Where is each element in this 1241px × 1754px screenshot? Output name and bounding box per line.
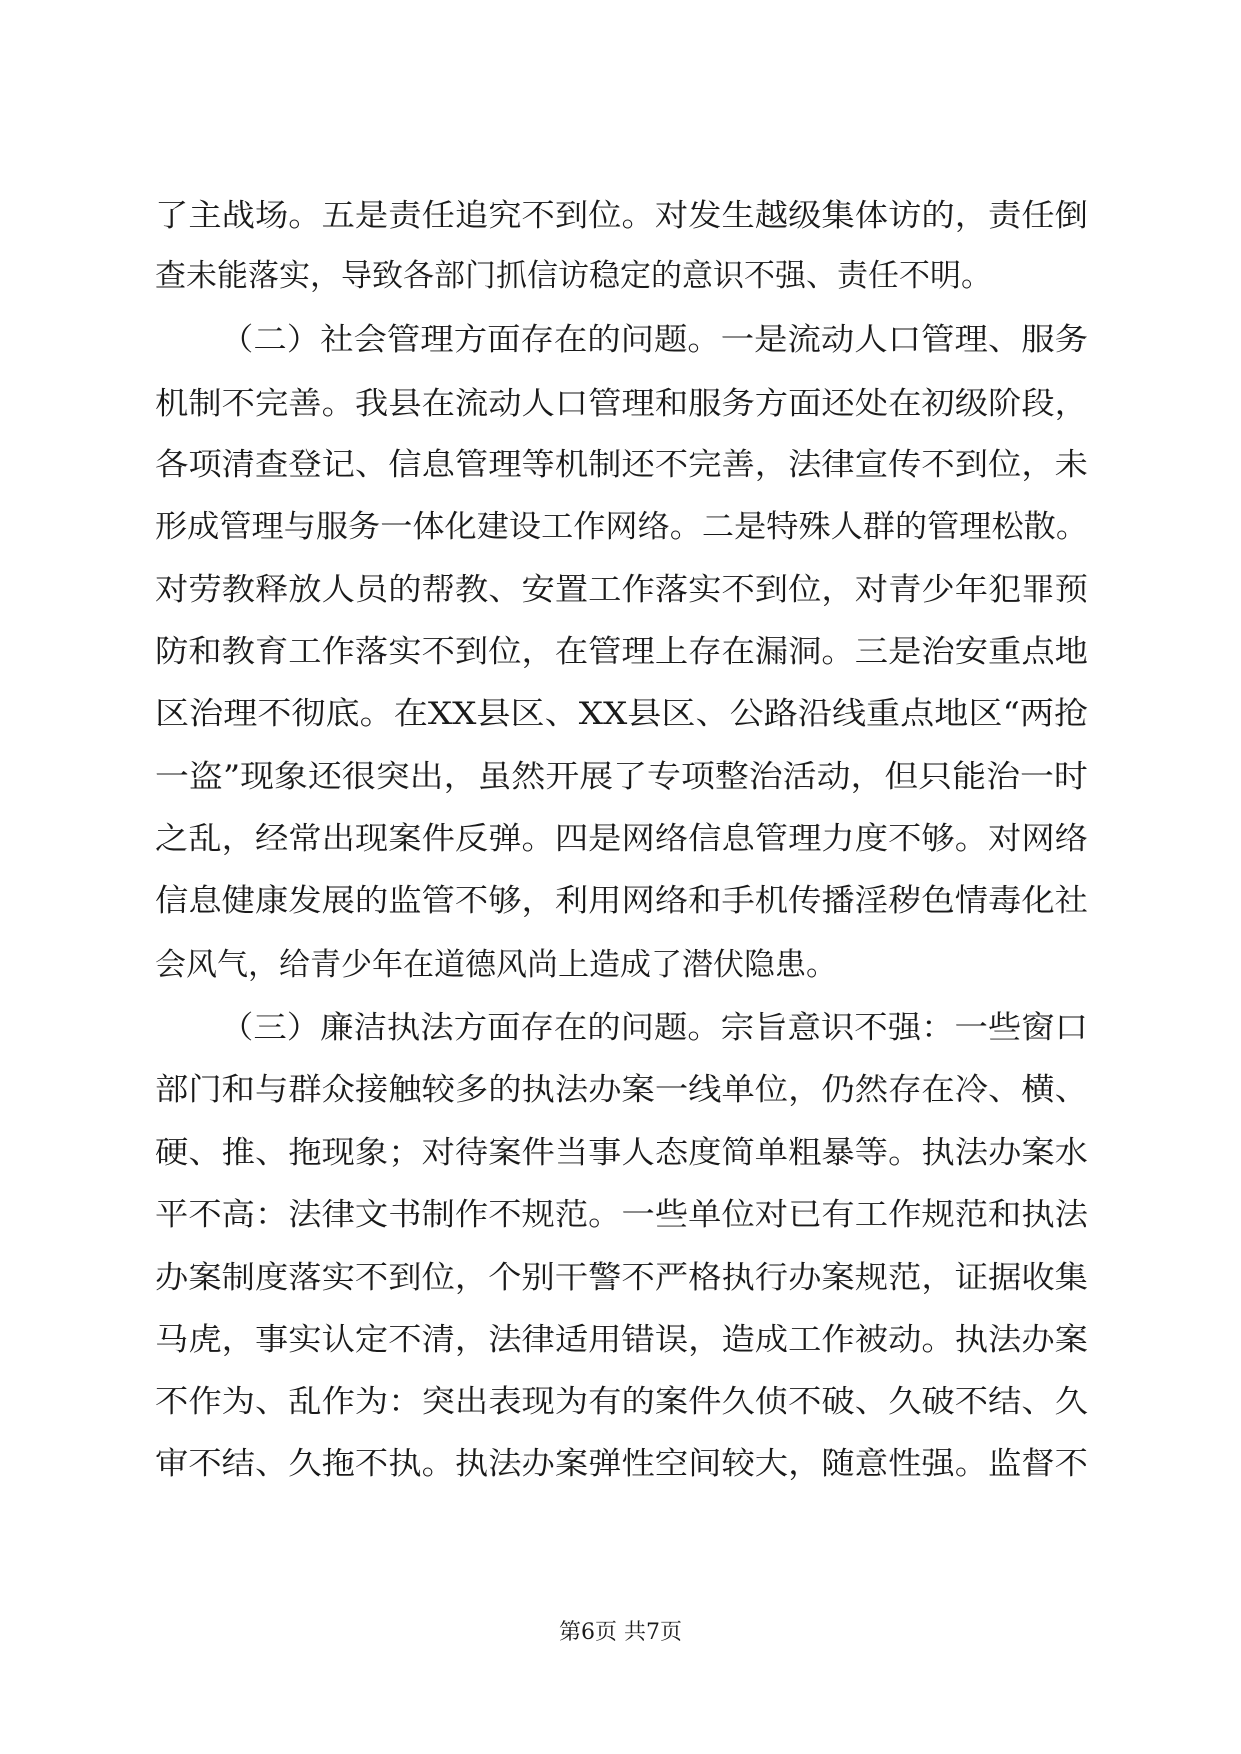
paragraph-first-line: （二）社会管理方面存在的问题。一是流动人口管理、服务 [220,322,1088,358]
text-line: 了主战场。五是责任追究不到位。对发生越级集体访的，责任倒 [155,198,1088,234]
text-line: 办案制度落实不到位，个别干警不严格执行办案规范，证据收集 [155,1260,1088,1296]
text-line: 会风气，给青少年在道德风尚上造成了潜伏隐患。 [155,947,837,983]
text-line: 防和教育工作落实不到位，在管理上存在漏洞。三是治安重点地 [155,634,1088,670]
text-line: 之乱，经常出现案件反弹。四是网络信息管理力度不够。对网络 [155,821,1088,857]
text-line: 各项清查登记、信息管理等机制还不完善，法律宣传不到位，未 [155,447,1088,483]
text-line: 信息健康发展的监管不够，利用网络和手机传播淫秽色情毒化社 [155,883,1088,919]
text-line: 机制不完善。我县在流动人口管理和服务方面还处在初级阶段， [155,386,1088,422]
text-line: 部门和与群众接触较多的执法办案一线单位，仍然存在冷、横、 [155,1072,1088,1108]
paragraph-first-line: （三）廉洁执法方面存在的问题。宗旨意识不强：一些窗口 [220,1010,1088,1046]
text-line: 不作为、乱作为：突出表现为有的案件久侦不破、久破不结、久 [155,1384,1088,1420]
text-line: 平不高：法律文书制作不规范。一些单位对已有工作规范和执法 [155,1197,1088,1233]
text-line: 对劳教释放人员的帮教、安置工作落实不到位，对青少年犯罪预 [155,572,1088,608]
text-line: 马虎，事实认定不清，法律适用错误，造成工作被动。执法办案 [155,1322,1088,1358]
text-line: 区治理不彻底。在XX县区、XX县区、公路沿线重点地区“两抢 [155,696,1089,732]
text-line: 硬、推、拖现象；对待案件当事人态度简单粗暴等。执法办案水 [155,1135,1088,1171]
text-line: 审不结、久拖不执。执法办案弹性空间较大，随意性强。监督不 [155,1446,1088,1482]
text-line: 查未能落实，导致各部门抓信访稳定的意识不强、责任不明。 [155,258,992,294]
page-number-footer: 第6页 共7页 [559,1620,682,1645]
text-line: 一盗”现象还很突出，虽然开展了专项整治活动，但只能治一时 [155,759,1088,795]
text-line: 形成管理与服务一体化建设工作网络。二是特殊人群的管理松散。 [155,509,1088,545]
